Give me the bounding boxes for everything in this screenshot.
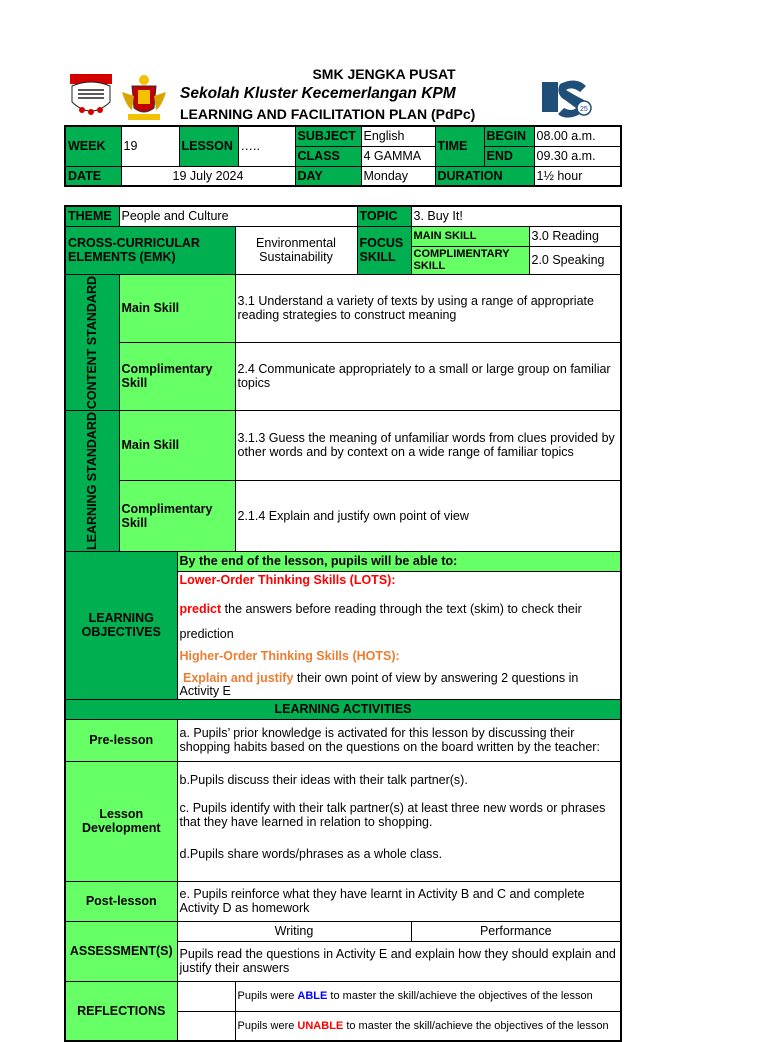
lesson-dev-label: Lesson Development xyxy=(65,761,177,881)
objectives-content xyxy=(177,571,621,699)
theme-label: THEME xyxy=(65,206,119,226)
ls-comp-label: Complimentary Skill xyxy=(119,481,235,551)
info-table xyxy=(64,125,622,187)
lesson-dev-content xyxy=(177,761,621,881)
class-value: 4 GAMMA xyxy=(361,146,435,166)
reflections-label: REFLECTIONS xyxy=(65,981,177,1041)
dev-b: b.Pupils discuss their ideas with their talk partner(s). xyxy=(179,772,468,787)
duration-label: DURATION xyxy=(435,166,534,186)
cs-main-label: Main Skill xyxy=(119,274,235,342)
focus-main-label: MAIN SKILL xyxy=(411,226,529,246)
focus-skill-label: FOCUS SKILL xyxy=(357,226,411,274)
focus-comp-label: COMPLIMENTARY SKILL xyxy=(411,246,529,274)
duration-value: 1½ hour xyxy=(534,166,621,186)
date-value: 19 July 2024 xyxy=(121,166,295,186)
week-label: WEEK xyxy=(65,126,121,166)
cs-main-value: 3.1 Understand a variety of texts by using a range of appropriate reading strategies to construct meaning xyxy=(235,274,621,342)
school-name: SMK JENGKA PUSAT xyxy=(312,66,456,82)
reflection-unable-text: Pupils were UNABLE to master the skill/achieve the objectives of the lesson xyxy=(235,1011,621,1041)
cs-comp-value: 2.4 Communicate appropriately to a small or large group on familiar topics xyxy=(235,342,621,410)
begin-value: 08.00 a.m. xyxy=(534,126,621,146)
focus-comp-value: 2.0 Speaking xyxy=(529,246,621,274)
content-standard-label: CONTENT STANDARD xyxy=(65,274,119,410)
begin-label: BEGIN xyxy=(484,126,534,146)
reflection-able-text: Pupils were ABLE to master the skill/achieve the objectives of the lesson xyxy=(235,981,621,1011)
topic-value: 3. Buy It! xyxy=(411,206,621,226)
activities-heading: LEARNING ACTIVITIES xyxy=(65,699,621,719)
post-lesson-label: Post-lesson xyxy=(65,881,177,921)
pre-lesson-text: a. Pupils’ prior knowledge is activated for this lesson by discussing their shopping habits based on the questions on the board written by the teacher: xyxy=(177,719,621,761)
reflection-able-check[interactable] xyxy=(177,981,235,1011)
svg-text:25: 25 xyxy=(580,106,588,113)
hots-objective: Explain and justify their own point of view by answering 2 questions in Activity E xyxy=(179,670,579,698)
time-label: TIME xyxy=(435,126,484,166)
pre-lesson-label: Pre-lesson xyxy=(65,719,177,761)
lots-label: Lower-Order Thinking Skills (LOTS): xyxy=(179,572,396,587)
week-value: 19 xyxy=(121,126,179,166)
objectives-intro: By the end of the lesson, pupils will be able to: xyxy=(177,551,621,571)
lesson-value: ….. xyxy=(238,126,295,166)
class-label: CLASS xyxy=(295,146,361,166)
end-label: END xyxy=(484,146,534,166)
post-lesson-text: e. Pupils reinforce what they have learnt in Activity B and C and complete Activity D as homework xyxy=(177,881,621,921)
dev-d: d.Pupils share words/phrases as a whole class. xyxy=(179,846,443,861)
assessment-text: Pupils read the questions in Activity E and explain how they should explain and justify their answers xyxy=(177,941,621,981)
emk-value: Environmental Sustainability xyxy=(235,226,357,274)
plan-title: LEARNING AND FACILITATION PLAN (PdPc) xyxy=(180,106,476,122)
ls-comp-value: 2.1.4 Explain and justify own point of view xyxy=(235,481,621,551)
emk-label: CROSS-CURRICULAR ELEMENTS (EMK) xyxy=(65,226,235,274)
ls-main-label: Main Skill xyxy=(119,410,235,480)
assessment-writing: Writing xyxy=(177,921,411,941)
date-label: DATE xyxy=(65,166,121,186)
day-label: DAY xyxy=(295,166,361,186)
cs-comp-label: Complimentary Skill xyxy=(119,342,235,410)
reflection-unable-check[interactable] xyxy=(177,1011,235,1041)
day-value: Monday xyxy=(361,166,435,186)
dev-c: c. Pupils identify with their talk partner(s) at least three new words or phrases that they have learned in relation to shopping. xyxy=(179,800,606,829)
ls-main-value: 3.1.3 Guess the meaning of unfamiliar words from clues provided by other words and by context on a wide range of familiar topics xyxy=(235,410,621,480)
subject-value: English xyxy=(361,126,435,146)
subject-label: SUBJECT xyxy=(295,126,361,146)
learning-standard-label: LEARNING STANDARD xyxy=(65,410,119,551)
assessment-performance: Performance xyxy=(411,921,621,941)
cluster-title: Sekolah Kluster Kecemerlangan KPM xyxy=(180,85,456,102)
topic-label: TOPIC xyxy=(357,206,411,226)
assessment-label: ASSESSMENT(S) xyxy=(65,921,177,981)
objectives-label: LEARNING OBJECTIVES xyxy=(65,551,177,699)
lots-objective: predict the answers before reading through the text (skim) to check their prediction xyxy=(179,601,582,641)
focus-main-value: 3.0 Reading xyxy=(529,226,621,246)
end-value: 09.30 a.m. xyxy=(534,146,621,166)
lesson-label: LESSON xyxy=(179,126,238,166)
theme-value: People and Culture xyxy=(119,206,357,226)
plan-table xyxy=(64,205,622,1042)
hots-label: Higher-Order Thinking Skills (HOTS): xyxy=(179,648,400,663)
